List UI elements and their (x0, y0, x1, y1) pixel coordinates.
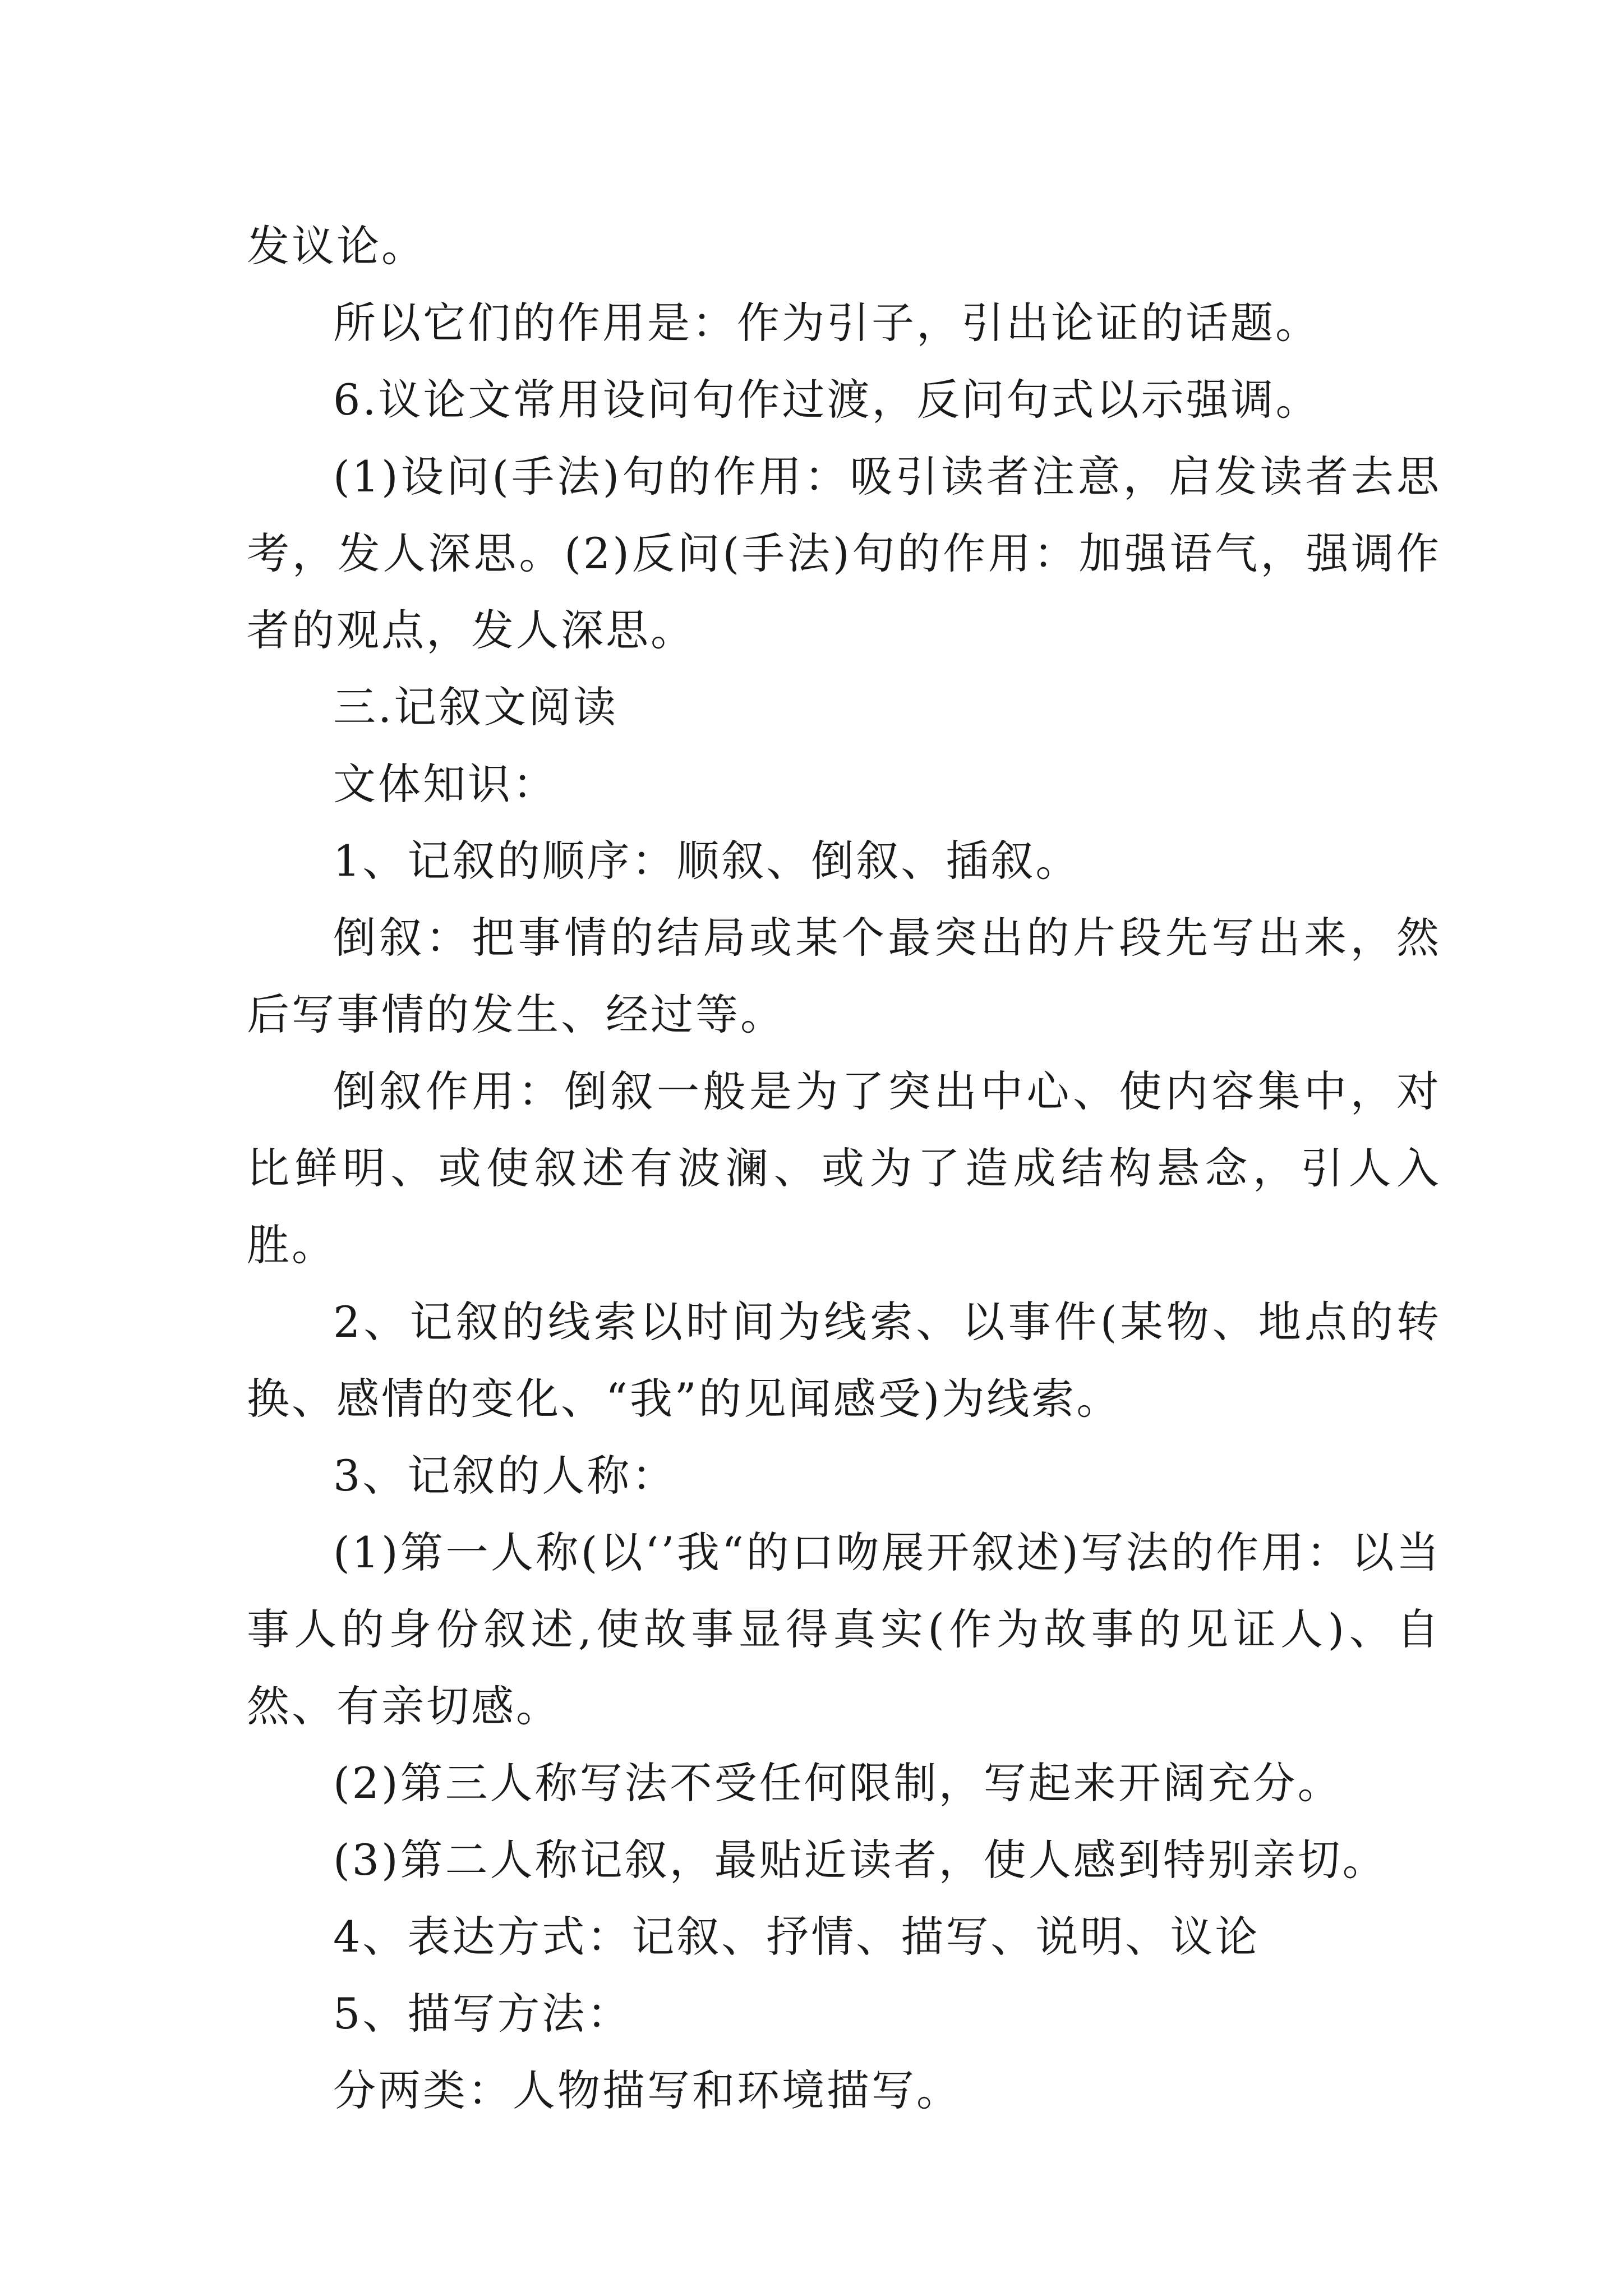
paragraph: 6.议论文常用设问句作过渡，反问句式以示强调。 (333, 375, 1321, 425)
paragraph: (1)第一人称(以‘’我“的口吻展开叙述)写法的作用：以当事人的身份叙述,使故事显得真实(作为故事的见证人)、自然、有亲切感。 (247, 1527, 1441, 1731)
paragraph: (1)设问(手法)句的作用：吸引读者注意，启发读者去思考，发人深思。(2)反问(手法)句的作用：加强语气，强调作者的观点，发人深思。 (247, 452, 1441, 655)
paragraph: 4、表达方式：记叙、抒情、描写、说明、议论 (333, 1912, 1260, 1962)
section-heading: 三.记叙文阅读 (333, 682, 619, 732)
paragraph: 1、记叙的顺序：顺叙、倒叙、插叙。 (333, 836, 1081, 886)
paragraph: 2、记叙的线索以时间为线索、以事件(某物、地点的转换、感情的变化、“我”的见闻感受)为线索。 (247, 1297, 1441, 1424)
paragraph: 文体知识： (333, 759, 557, 809)
paragraph: 3、记叙的人称： (333, 1451, 677, 1501)
document-body (247, 208, 1441, 2129)
paragraph: (2)第三人称写法不受任何限制，写起来开阔充分。 (333, 1758, 1343, 1808)
paragraph: 所以它们的作用是：作为引子，引出论证的话题。 (333, 298, 1320, 348)
paragraph: 分两类：人物描写和环境描写。 (333, 2065, 961, 2115)
paragraph: 倒叙作用：倒叙一般是为了突出中心、使内容集中，对比鲜明、或使叙述有波澜、或为了造成结构悬念，引人入胜。 (247, 1066, 1441, 1270)
paragraph: 5、描写方法： (333, 1989, 632, 2039)
paragraph: (3)第二人称记叙，最贴近读者，使人感到特别亲切。 (333, 1835, 1387, 1885)
paragraph: 倒叙：把事情的结局或某个最突出的片段先写出来，然后写事情的发生、经过等。 (247, 913, 1441, 1039)
paragraph: 发议论。 (247, 221, 426, 271)
